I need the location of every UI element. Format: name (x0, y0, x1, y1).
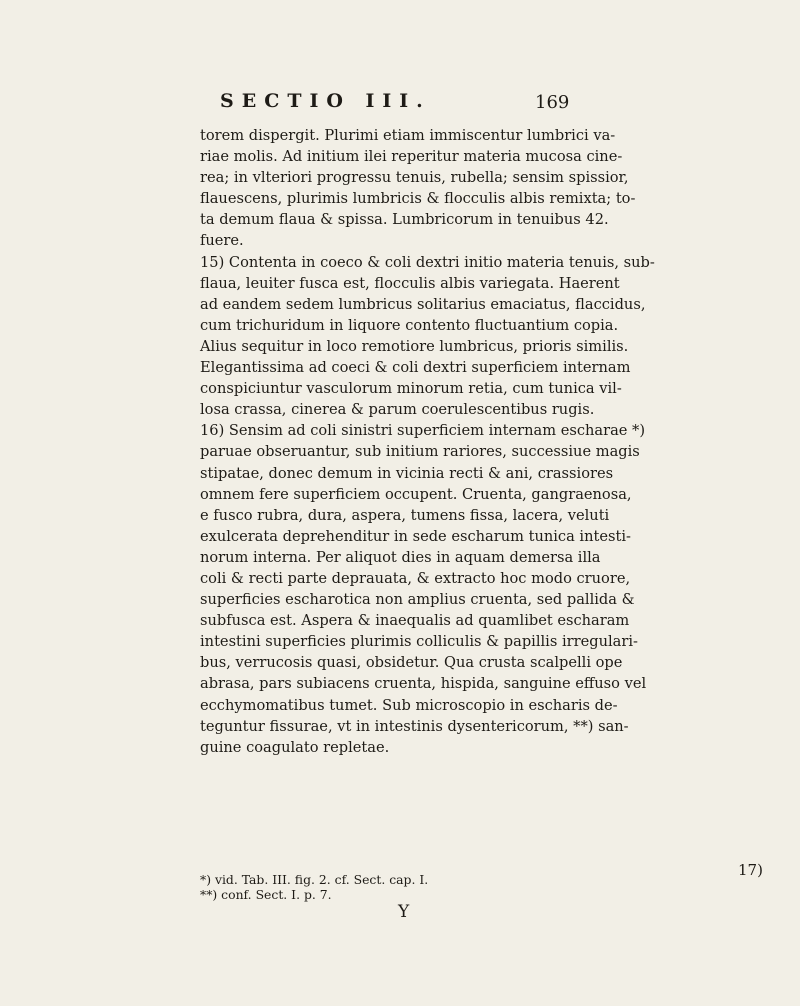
text-line: riae molis. Ad initium ilei reperitur materia mucosa cine- (200, 148, 623, 166)
text-line: omnem fere superficiem occupent. Cruenta, gangraenosa, (200, 485, 632, 503)
text-line: stipatae, donec demum in vicinia recti & ani, crassiores (200, 464, 614, 482)
text-line: intestini superficies plurimis colliculis & papillis irregulari- (200, 633, 638, 651)
footnotes (200, 872, 760, 902)
running-head: SECTIO III. (220, 90, 431, 112)
signature-mark: Y (398, 902, 410, 922)
text-line: norum interna. Per aliquot dies in aquam demersa illa (200, 548, 601, 566)
text-line: 15) Contenta in coeco & coli dextri initio materia tenuis, sub- (200, 253, 655, 271)
text-line: exulcerata deprehenditur in sede escharum tunica intesti- (200, 527, 631, 545)
text-line: 16) Sensim ad coli sinistri superficiem internam escharae *) (200, 422, 646, 440)
text-line: coli & recti parte deprauata, & extracto hoc modo cruore, (200, 569, 631, 587)
text-line: ad eandem sedem lumbricus solitarius emaciatus, flaccidus, (200, 295, 646, 313)
text-line: conspiciuntur vasculorum minorum retia, cum tunica vil- (200, 380, 622, 398)
text-line: paruae obseruantur, sub initium rariores, successiue magis (200, 443, 640, 461)
text-line: guine coagulato repletae. (200, 738, 390, 756)
page-number: 169 (535, 92, 570, 113)
text-line: cum trichuridum in liquore contento fluctuantium copia. (200, 316, 619, 334)
text-line: ta demum flaua & spissa. Lumbricorum in tenuibus 42. (200, 211, 609, 229)
page-header (0, 90, 800, 120)
text-line: bus, verrucosis quasi, obsidetur. Qua crusta scalpelli ope (200, 654, 623, 672)
text-line: Alius sequitur in loco remotiore lumbricus, prioris similis. (200, 337, 629, 355)
text-line: flauescens, plurimis lumbricis & flocculis albis remixta; to- (200, 190, 636, 208)
text-line: losa crassa, cinerea & parum coerulescentibus rugis. (200, 401, 595, 419)
footnote: *) vid. Tab. III. fig. 2. cf. Sect. cap. I. (200, 872, 429, 887)
text-line: ecchymomatibus tumet. Sub microscopio in escharis de- (200, 696, 618, 714)
text-line: teguntur fissurae, vt in intestinis dysentericorum, **) san- (200, 717, 629, 735)
text-line: torem dispergit. Plurimi etiam immiscentur lumbrici va- (200, 127, 616, 144)
text-line: rea; in vlteriori progressu tenuis, rubella; sensim spissior, (200, 169, 629, 187)
text-line: e fusco rubra, dura, aspera, tumens fissa, lacera, veluti (200, 506, 610, 524)
text-line: Elegantissima ad coeci & coli dextri superficiem internam (200, 359, 631, 377)
footnote: **) conf. Sect. I. p. 7. (200, 887, 332, 902)
text-line: abrasa, pars subiacens cruenta, hispida, sanguine effuso vel (200, 675, 647, 693)
text-line: flaua, leuiter fusca est, flocculis albis variegata. Haerent (200, 274, 620, 292)
text-line: fuere. (200, 232, 244, 250)
catchword: 17) (738, 861, 763, 879)
body-text (200, 125, 775, 758)
text-line: subfusca est. Aspera & inaequalis ad quamlibet escharam (200, 612, 630, 630)
text-line: superficies escharotica non amplius cruenta, sed pallida & (200, 591, 635, 609)
